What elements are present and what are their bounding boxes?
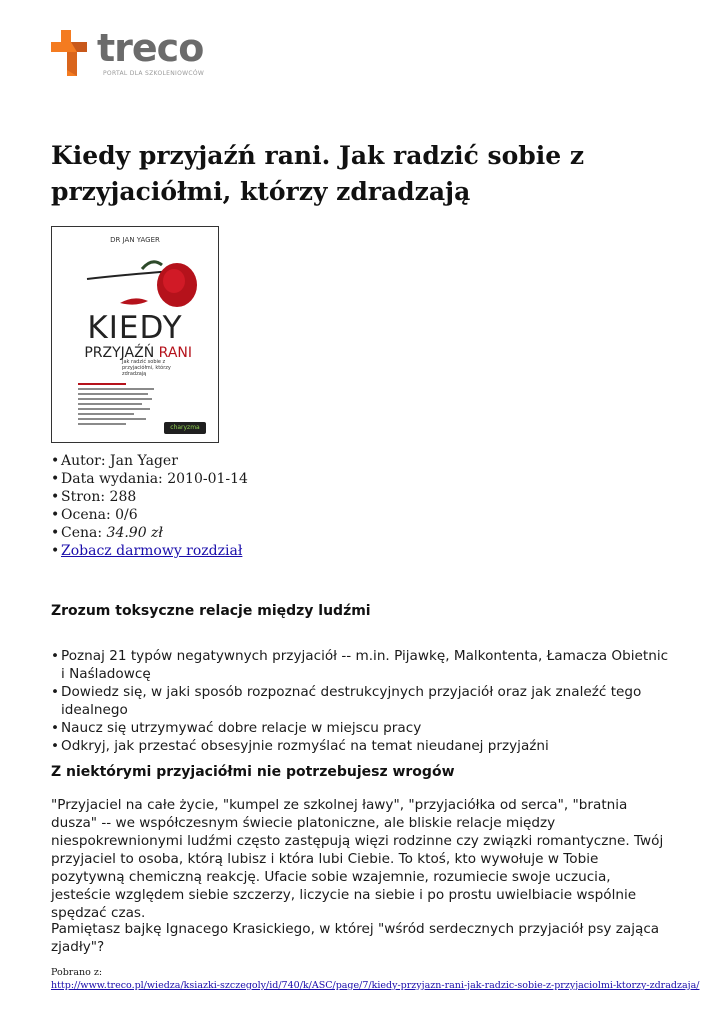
description-paragraph: "Przyjaciel na całe życie, "kumpel ze szkolnej ławy", "przyjaciółka od serca", "bratnia dusza" -- we współczesnym świecie platoniczne, ale bliskie relacje między niespokrewnionymi ludźmi często zastępują więzi rodzinne czy związki romantyczne. Twój przyjaciel to osoba, którą lubisz i która lubi Ciebie. To ktoś, kto wywołuje w Tobie pozytywną chemiczną reakcję. Ufacie sobie wzajemnie, rozumiecie swoje uczucia, jesteście względem siebie szczerzy, liczycie na siebie i po prostu uwielbiacie wspólnie spędzać czas.: [51, 797, 664, 921]
cover-subtitle: PRZYJAŹŃ RANI: [84, 345, 192, 361]
description-paragraph: Pamiętasz bajkę Ignacego Krasickiego, w której "wśród serdecznych przyjaciół psy zająca zjadły"?: [51, 921, 660, 955]
list-item: • Naucz się utrzymywać dobre relacje w miejscu pracy: [51, 719, 671, 737]
section-heading: Z niektórymi przyjaciółmi nie potrzebujesz wrogów: [51, 764, 455, 780]
cover-blurb: [78, 383, 158, 428]
list-item: • Poznaj 21 typów negatywnych przyjaciół -- m.in. Pijawkę, Malkontenta, Łamacza Obietnic i Naśladowcę: [51, 647, 671, 683]
list-item: [51, 542, 248, 560]
cover-tagline: Jak radzić sobie z przyjaciółmi, którzy zdradzają: [122, 359, 171, 377]
pages-value: 288: [109, 489, 137, 505]
page-title: Kiedy przyjaźń rani. Jak radzić sobie z przyjaciółmi, którzy zdradzają: [51, 141, 585, 206]
source-url-link[interactable]: http://www.treco.pl/wiedza/ksiazki-szczegoly/id/740/k/ASC/page/7/kiedy-przyjazn-rani-jak-radzic-sobie-z-przyjaciolmi-ktorzy-zdradzaja/: [51, 980, 700, 991]
cover-title: KIEDY: [87, 310, 183, 346]
logo-tagline: PORTAL DLA SZKOLENIOWCÓW: [103, 70, 205, 77]
list-item: • Odkryj, jak przestać obsesyjnie rozmyślać na temat nieudanej przyjaźni: [51, 737, 671, 755]
source-label: Pobrano z:: [51, 967, 103, 978]
list-item: • Data wydania: 2010-01-14: [51, 470, 248, 488]
date-value: 2010-01-14: [167, 471, 248, 487]
book-details-list: [51, 452, 248, 560]
book-cover-image: [51, 226, 219, 443]
publisher-logo: charyzma: [164, 422, 206, 434]
source-footer: [51, 966, 699, 992]
price-value: 34.90 zł: [106, 525, 163, 541]
list-item: • Autor: Jan Yager: [51, 452, 248, 470]
logo-wordmark: treco: [97, 26, 204, 70]
list-item: • Stron: 288: [51, 488, 248, 506]
list-item: • Dowiedz się, w jaki sposób rozpoznać destrukcyjnych przyjaciół oraz jak znaleźć tego idealnego: [51, 683, 671, 719]
free-chapter-link[interactable]: Zobacz darmowy rozdział: [61, 543, 243, 559]
treco-logo-mark-icon: [51, 30, 87, 76]
feature-list: [51, 647, 671, 755]
treco-logo[interactable]: [51, 26, 211, 80]
rating-value: 0/6: [115, 507, 138, 523]
author-value: Jan Yager: [110, 453, 178, 469]
section-heading: Zrozum toksyczne relacje między ludźmi: [51, 603, 371, 619]
list-item: • Cena: 34.90 zł: [51, 524, 248, 542]
rose-icon: [82, 257, 202, 317]
cover-author: DR JAN YAGER: [110, 236, 160, 244]
list-item: • Ocena: 0/6: [51, 506, 248, 524]
